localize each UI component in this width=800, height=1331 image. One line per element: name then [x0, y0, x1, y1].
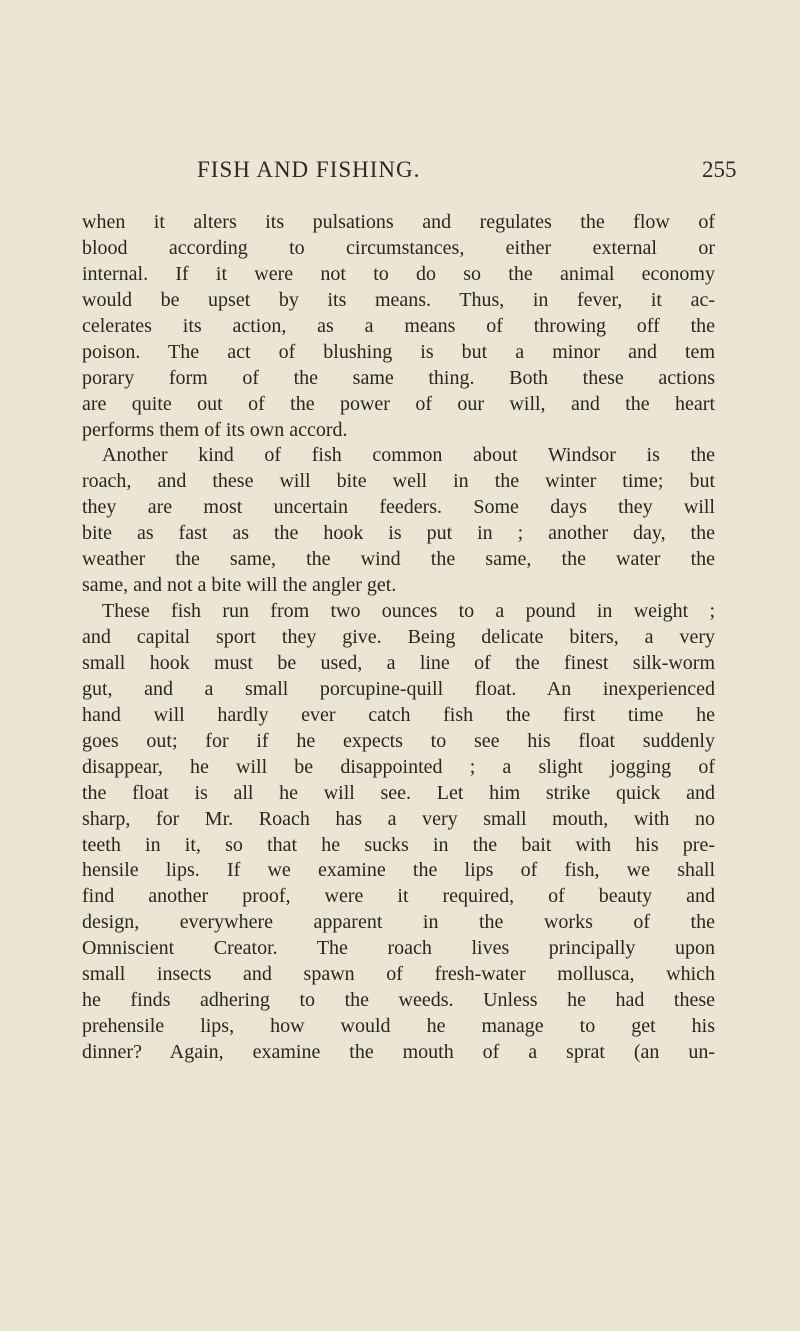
text-line: sharp, for Mr. Roach has a very small mouth, with no: [82, 807, 715, 830]
text-line: roach, and these will bite well in the winter time; but: [82, 470, 715, 493]
text-line: and capital sport they give. Being delicate biters, a very: [82, 626, 715, 648]
running-title: FISH AND FISHING.: [197, 157, 421, 182]
text-line: bite as fast as the hook is put in ; another day, the: [82, 522, 715, 545]
text-line: Another kind of fish common about Windsor is the: [102, 444, 715, 467]
text-line: celerates its action, as a means of throwing off the: [82, 314, 715, 337]
text-line: internal. If it were not to do so the animal economy: [82, 262, 715, 285]
text-line: gut, and a small porcupine-quill float. An inexperienced: [82, 677, 715, 700]
text-line: would be upset by its means. Thus, in fever, it ac-: [82, 288, 715, 311]
text-line: find another proof, were it required, of beauty and: [82, 885, 715, 908]
text-line: porary form of the same thing. Both these actions: [82, 366, 715, 389]
text-line: small hook must be used, a line of the finest silk-worm: [82, 651, 715, 674]
text-line: weather the same, the wind the same, the water the: [82, 548, 715, 571]
text-line: the float is all he will see. Let him strike quick and: [82, 781, 715, 804]
text-line: goes out; for if he expects to see his float suddenly: [82, 729, 715, 752]
page-number: 255: [702, 157, 737, 182]
text-line: teeth in it, so that he sucks in the bait with his pre-: [82, 833, 715, 856]
text-line: design, everywhere apparent in the works of the: [82, 911, 715, 934]
text-line: hensile lips. If we examine the lips of fish, we shall: [82, 859, 715, 882]
text-line: These fish run from two ounces to a pound in weight ;: [102, 600, 715, 623]
text-line: blood according to circumstances, either external or: [82, 236, 715, 259]
body-text: [82, 210, 715, 1066]
text-line: small insects and spawn of fresh-water mollusca, which: [82, 963, 715, 986]
text-line: hand will hardly ever catch fish the first time he: [82, 703, 715, 726]
running-head: [0, 157, 800, 187]
text-line: he finds adhering to the weeds. Unless he had these: [82, 989, 715, 1012]
text-line: dinner? Again, examine the mouth of a sprat (an un-: [82, 1041, 715, 1063]
text-line: when it alters its pulsations and regulates the flow of: [82, 211, 715, 233]
text-line: performs them of its own accord.: [82, 418, 348, 441]
text-line: Omniscient Creator. The roach lives principally upon: [82, 937, 715, 960]
text-line: same, and not a bite will the angler get.: [82, 574, 397, 597]
text-line: are quite out of the power of our will, and the heart: [82, 392, 715, 415]
text-line: poison. The act of blushing is but a minor and tem: [82, 340, 715, 363]
text-line: they are most uncertain feeders. Some days they will: [82, 496, 715, 519]
text-line: prehensile lips, how would he manage to get his: [82, 1015, 715, 1038]
text-line: disappear, he will be disappointed ; a slight jogging of: [82, 755, 715, 778]
